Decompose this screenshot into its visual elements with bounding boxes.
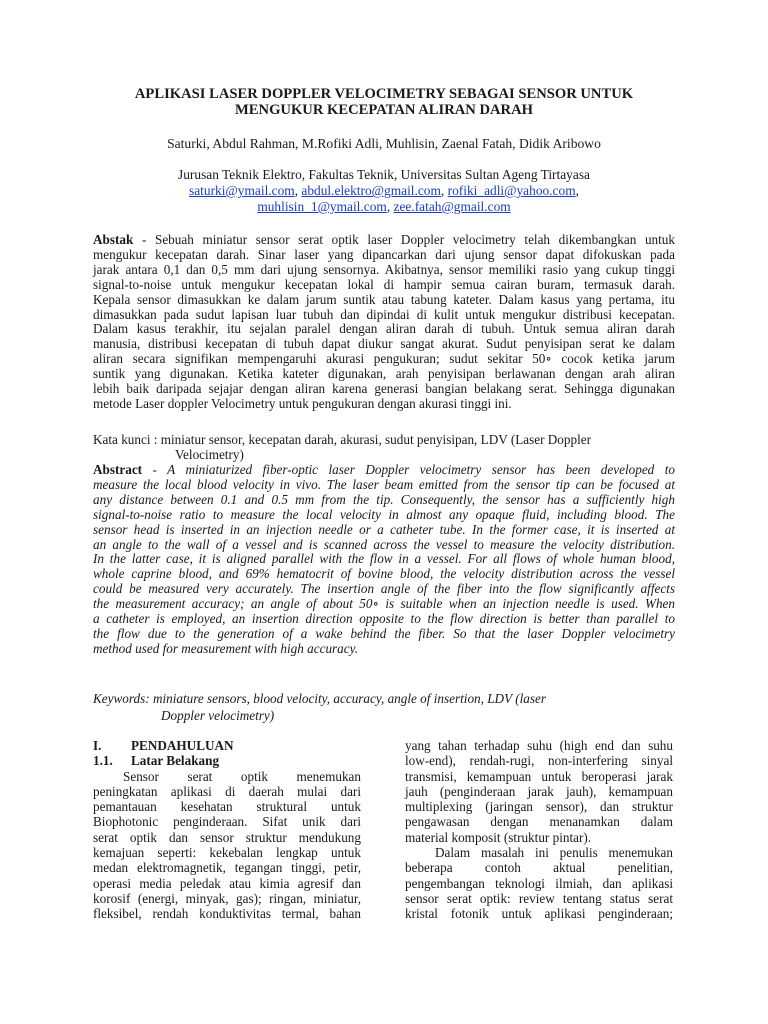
abstract-line: measure the local blood velocity in vivo. The laser beam emitted from the sensor tip can be focused at	[93, 476, 675, 492]
abstract-line: whole caprine blood, and 69% hematocrit of bovine blood, the velocity distribution across the vessel	[93, 566, 675, 582]
body-line: kristal fotonik untuk aplikasi penginderaan;	[405, 906, 673, 922]
body-line: transmisi, kemampuan untuk beroperasi jarak	[405, 768, 673, 784]
body-line: yang tahan terhadap suhu (high end dan suhu	[405, 738, 673, 753]
abstrak-label: Abstak	[93, 232, 134, 247]
body-line: pemantauan kesehatan struktural untuk	[93, 799, 361, 815]
email-link[interactable]: rofiki_adli@yahoo.com	[447, 183, 576, 198]
abstrak-line: jarak antara 0,1 dan 0,5 mm dari ujung sensornya. Akibatnya, sensor memiliki rasio yang cukup tinggi	[93, 261, 675, 277]
abstract-line: any distance between 0.1 and 0.5 mm from the tip. Consequently, the sensor has a sufficiently high	[93, 491, 675, 507]
body-line: Dalam masalah ini penulis menemukan	[435, 845, 673, 861]
abstract-line: could be measured very accurately. The insertion angle of the fiber into the flow significantly affects	[93, 581, 675, 597]
body-line: operasi media peledak atau kimia agresif dan	[93, 875, 361, 891]
title-line-2: MENGUKUR KECEPATAN ALIRAN DARAH	[235, 102, 533, 118]
body-line: fleksibel, rendah konduktivitas termal, bahan	[93, 906, 361, 922]
body-line: kemajuan seperti: kekebalan lengkap untuk	[93, 845, 361, 861]
abstract-line: the measurement accuracy; an angle of about 50∘ is suitable when an injection needle is used. When	[93, 596, 675, 612]
abstract-line: a catheter is employed, an insertion direction opposite to the flow direction is better than parallel to	[93, 611, 675, 627]
email-link[interactable]: saturki@ymail.com	[189, 183, 295, 198]
abstract-line: Abstract - A miniaturized fiber-optic laser Doppler velocimetry sensor has been developed to	[93, 462, 675, 477]
abstrak-line: manusia, distribusi kecepatan di tubuh dapat diukur sangat akurat. Sudut penyisipan serat ke dalam	[93, 336, 675, 352]
abstract-line: signal-to-noise ratio to measure the local velocity in almost any opaque fluid, including blood. The	[93, 506, 675, 522]
paper-title	[90, 86, 678, 118]
kata-kunci-line-2: Velocimetry)	[175, 447, 244, 462]
abstrak-line: lebih baik daripada sejajar dengan aliran karena generasi bangian belakang serat. Sehingga digunakan	[93, 381, 675, 397]
email-line-1: saturki@ymail.com, abdul.elektro@gmail.com, rofiki_adli@yahoo.com,	[189, 183, 579, 198]
body-line: material komposit (struktur pintar).	[405, 829, 592, 845]
abstrak-line: Abstak - Sebuah miniatur sensor serat optik laser Doppler velocimetry telah dikembangkan untuk	[93, 232, 675, 247]
body-line: multiplexing (jaringan sensor), dan struktur	[405, 799, 673, 815]
email-line-2: muhlisin_1@ymail.com, zee.fatah@gmail.com	[257, 199, 511, 214]
body-line: low-end), rendah-rugi, non-interfering sinyal	[405, 753, 673, 769]
subsection-title: Latar Belakang	[131, 753, 220, 769]
keywords-line-2: Doppler velocimetry)	[161, 708, 275, 723]
body-line: Sensor serat optik menemukan	[123, 768, 361, 784]
section-title: PENDAHULUAN	[131, 738, 234, 753]
keywords	[93, 690, 546, 724]
affiliation-block	[60, 167, 708, 215]
body-line: korosif (energi, minyak, gas); ringan, miniatur,	[93, 890, 361, 906]
body-line: serat optik dan sensor struktur mendukung	[93, 829, 361, 845]
section-number: I.	[93, 738, 102, 753]
abstract-line: In the latter case, it is aligned parallel with the flow in a vessel. For all flows of whole human blood,	[93, 551, 675, 567]
section-heading	[93, 738, 361, 753]
abstrak-line: aliran secara signifikan mempengaruhi akurasi pengukuran; sudut sekitar 50∘ cocok ketika jarum	[93, 351, 675, 367]
subsection-heading	[93, 753, 361, 768]
body-line: jauh (penginderaan jarak jauh), kemampuan	[405, 783, 673, 799]
abstract-paragraph	[93, 463, 675, 657]
abstract-line: sensor head is inserted in an injection needle or a catheter tube. In the former case, it is inserted at	[93, 521, 675, 537]
abstrak-line: dimasukkan pada sudut lapisan luar tubuh dan dipindai di kulit untuk mengukur distribusi kecepatan.	[93, 306, 675, 322]
subsection-number: 1.1.	[93, 753, 113, 769]
body-line: pengembangan teknologi ilmiah, dan aplikasi	[405, 875, 673, 891]
abstract-label: Abstract	[93, 462, 143, 477]
abstrak-line: metode Laser doppler Velocimetry untuk pengukuran dengan akurasi tinggi ini.	[93, 395, 512, 411]
author-list: Saturki, Abdul Rahman, M.Rofiki Adli, Muhlisin, Zaenal Fatah, Didik Aribowo	[167, 136, 601, 151]
body-line: beberapa contoh aktual penelitian,	[405, 860, 673, 876]
abstract-line: the flow due to the generation of a wake behind the fiber. So that the laser Doppler velocimetry	[93, 625, 675, 641]
email-link[interactable]: muhlisin_1@ymail.com	[257, 199, 387, 214]
title-line-1: APLIKASI LASER DOPPLER VELOCIMETRY SEBAGAI SENSOR UNTUK	[134, 86, 634, 102]
abstrak-line: signal-to-noise untuk mengukur kecepatan lokal di hampir semua cairan buram, termasuk darah.	[93, 276, 675, 292]
body-line: peningkatan aplikasi di daerah mulai dari	[93, 783, 361, 799]
body-line: Biophotonic penginderaan. Sifat unik dari	[93, 814, 361, 830]
right-column	[405, 738, 673, 922]
body-line: medan elektromagnetik, tegangan tinggi, petir,	[93, 860, 361, 876]
abstrak-line: Kepala sensor dimasukkan ke dalam jarum suntik atau tabung kateter. Dalam kasus yang pertama, itu	[93, 291, 675, 307]
abstract-line: method used for measurement with high accuracy.	[93, 640, 359, 656]
affiliation: Jurusan Teknik Elektro, Fakultas Teknik, Universitas Sultan Ageng Tirtayasa	[178, 167, 590, 182]
abstrak-line: mengukur kecepatan darah. Sinar laser yang dipancarkan dari ujung sensor dapat difokuskan pada	[93, 246, 675, 262]
kata-kunci	[93, 432, 591, 462]
kata-kunci-line-1: Kata kunci : miniatur sensor, kecepatan darah, akurasi, sudut penyisipan, LDV (Laser Doppler	[93, 432, 592, 447]
keywords-line-1: Keywords: miniature sensors, blood velocity, accuracy, angle of insertion, LDV (laser	[93, 691, 546, 706]
abstrak-line: Dalam kasus terakhir, itu sejalan paralel dengan aliran darah di tubuh. Untuk semua aliran darah	[93, 321, 675, 337]
abstrak-line: suntik yang digunakan. Ketika kateter digunakan, arah penyisipan berlawanan dengan arah aliran	[93, 366, 675, 382]
left-column	[93, 738, 361, 922]
body-line: sensor serat optik: review tentang status serat	[405, 890, 673, 906]
body-line: pengawasan dengan menanamkan dalam	[405, 814, 673, 830]
email-link[interactable]: zee.fatah@gmail.com	[393, 199, 511, 214]
abstrak-paragraph	[93, 233, 675, 412]
email-link[interactable]: abdul.elektro@gmail.com	[301, 183, 441, 198]
abstract-line: an angle to the wall of a vessel and is scanned across the vessel to measure the velocity distribution.	[93, 536, 675, 552]
